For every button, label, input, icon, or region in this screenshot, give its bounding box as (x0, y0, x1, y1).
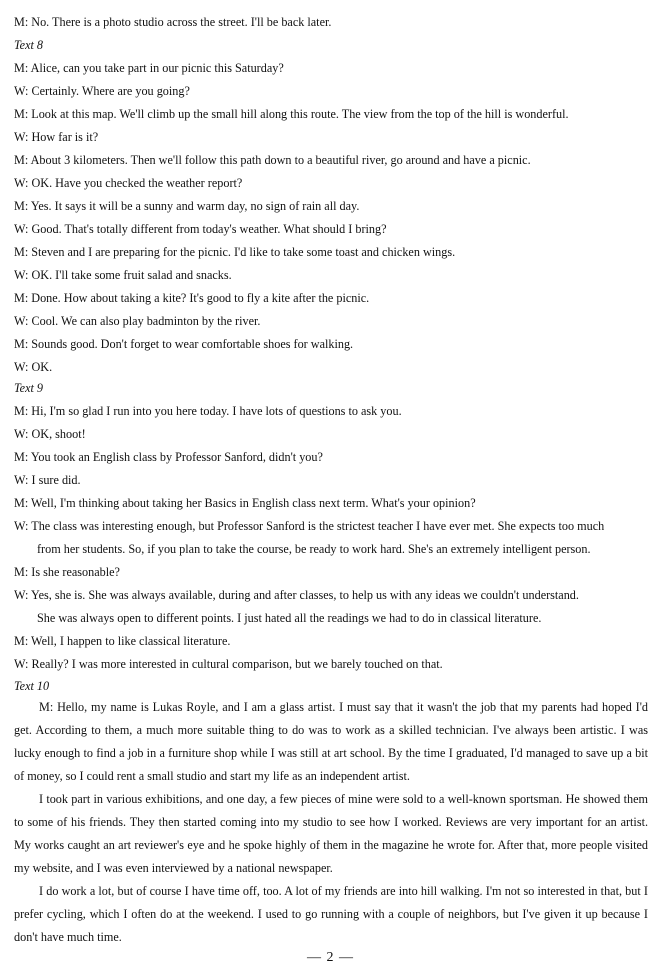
monologue-paragraph: I do work a lot, but of course I have time off, too. A lot of my friends are into hill walking. I'm not so interested in that, but I prefer cycling, which I often do at the weekend. I used to go running with a couple of neighbors, but I've given it up because I don't have much time. (14, 884, 648, 944)
dialogue-line: M: Hi, I'm so glad I run into you here today. I have lots of questions to ask you. (14, 404, 402, 418)
dialogue-line: W: How far is it? (14, 130, 99, 144)
dialogue-line: M: About 3 kilometers. Then we'll follow this path down to a beautiful river, go around and have a picnic. (14, 153, 531, 167)
dialogue-line: W: Good. That's totally different from today's weather. What should I bring? (14, 222, 387, 236)
dialogue-line: W: Cool. We can also play badminton by the river. (14, 314, 261, 328)
monologue-paragraph: I took part in various exhibitions, and one day, a few pieces of mine were sold to a well-known sportsman. He showed them to some of his friends. They then started coming into my studio to see how I worked. Reviews are very important for an artist. My works caught an art reviewer's eye and he spoke highly of them in the magazine he wrote for. After that, more people visited my website, and I was even interviewed by a national newspaper. (14, 792, 648, 875)
dialogue-line: W: OK. I'll take some fruit salad and snacks. (14, 268, 232, 282)
dialogue-line: W: OK, shoot! (14, 427, 86, 441)
monologue-paragraph: M: Hello, my name is Lukas Royle, and I am a glass artist. I must say that it wasn't the job that my parents had hoped I'd get. According to them, a much more suitable thing to do was to work as a skilled technician. I've always been artistic. I was lucky enough to find a job in a furniture shop while I was still at art school. By the time I graduated, I'd managed to save up a bit of money, so I could rent a small studio and start my life as an independent artist. (14, 700, 648, 783)
dialogue-line: W: Really? I was more interested in cultural comparison, but we barely touched on that. (14, 657, 443, 671)
dialogue-line: M: Done. How about taking a kite? It's good to fly a kite after the picnic. (14, 291, 370, 305)
section-heading-text-8: Text 8 (14, 38, 44, 52)
dialogue-line: W: I sure did. (14, 473, 81, 487)
dialogue-line: M: Well, I happen to like classical literature. (14, 634, 231, 648)
dialogue-line: M: Steven and I are preparing for the picnic. I'd like to take some toast and chicken wings. (14, 245, 456, 259)
dialogue-line: M: Well, I'm thinking about taking her Basics in English class next term. What's your opinion? (14, 496, 476, 510)
dialogue-line: M: Yes. It says it will be a sunny and warm day, no sign of rain all day. (14, 199, 360, 213)
page-number: — 2 — (307, 950, 354, 965)
dialogue-line: W: OK. Have you checked the weather report? (14, 176, 243, 190)
dialogue-line: W: OK. (14, 360, 53, 374)
dialogue-line: M: Sounds good. Don't forget to wear comfortable shoes for walking. (14, 337, 354, 351)
dialogue-line: W: The class was interesting enough, but Professor Sanford is the strictest teacher I have ever met. She expects too much (14, 519, 605, 533)
dialogue-line: M: Alice, can you take part in our picnic this Saturday? (14, 61, 284, 75)
dialogue-line: M: No. There is a photo studio across the street. I'll be back later. (14, 15, 332, 29)
dialogue-line: W: Certainly. Where are you going? (14, 84, 190, 98)
section-heading-text-9: Text 9 (14, 381, 44, 395)
dialogue-line-continuation: She was always open to different points. I just hated all the readings we had to do in classical literature. (37, 611, 542, 625)
dialogue-line-continuation: from her students. So, if you plan to take the course, be ready to work hard. She's an extremely intelligent person. (37, 542, 591, 556)
dialogue-line: M: You took an English class by Professor Sanford, didn't you? (14, 450, 323, 464)
dialogue-line: W: Yes, she is. She was always available, during and after classes, to help us with any ideas we couldn't understand. (14, 588, 579, 602)
section-heading-text-10: Text 10 (14, 679, 50, 693)
dialogue-line: M: Look at this map. We'll climb up the small hill along this route. The view from the top of the hill is wonderful. (14, 107, 569, 121)
dialogue-line: M: Is she reasonable? (14, 565, 120, 579)
